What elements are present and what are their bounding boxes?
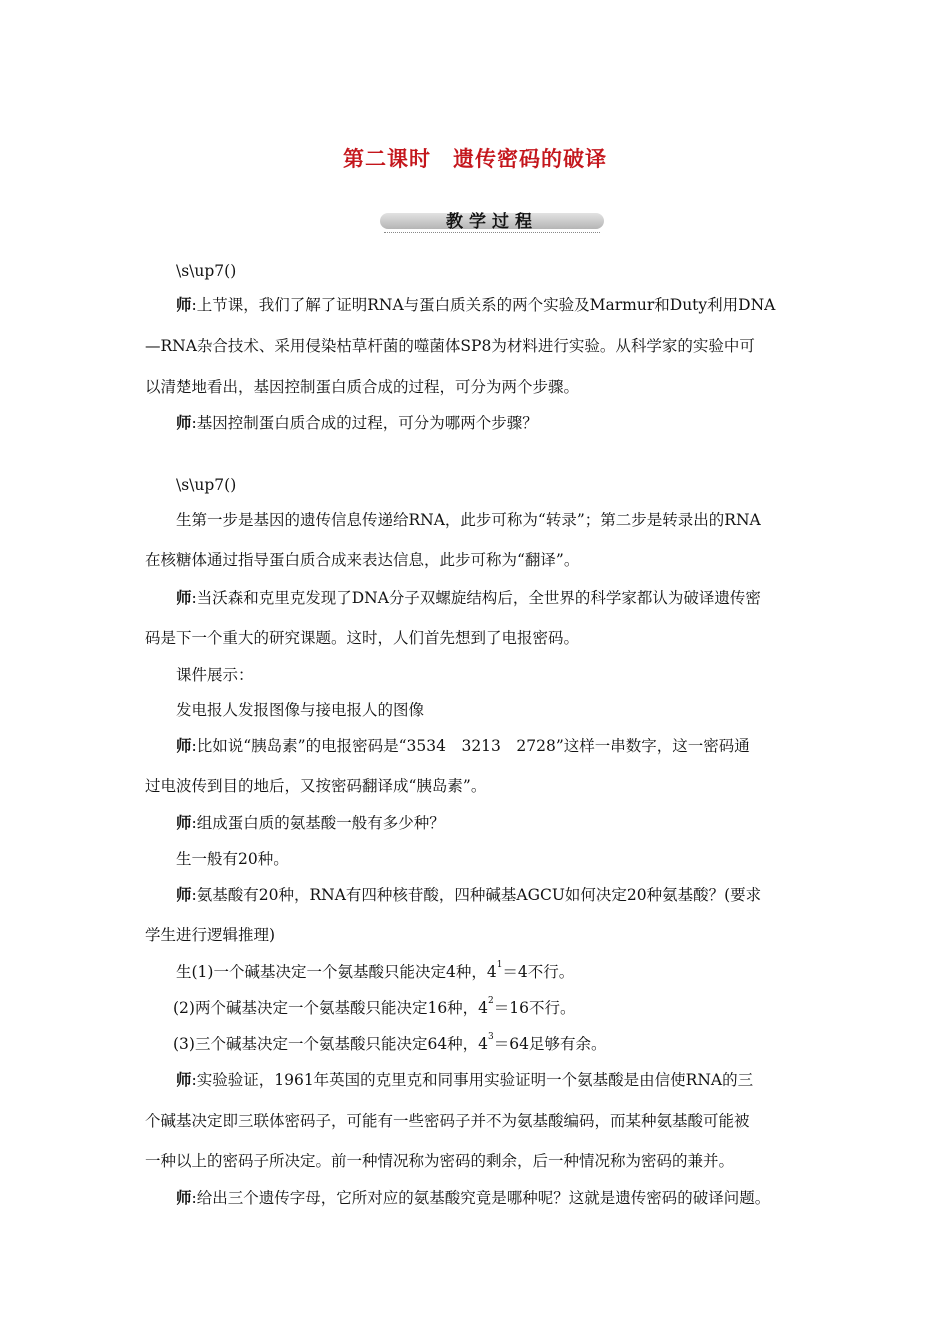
paragraph-line: 学生进行逻辑推理): [145, 926, 276, 944]
page-title: 第二课时 遗传密码的破译: [343, 147, 607, 171]
speaker-label: 师: [176, 1071, 192, 1089]
paragraph-text: :组成蛋白质的氨基酸一般有多少种？: [191, 814, 445, 832]
paragraph-line: 过电波传到目的地后，又按密码翻译成“胰岛素”。: [145, 777, 487, 795]
paragraph-line: 一种以上的密码子所决定。前一种情况称为密码的剩余，后一种情况称为密码的兼并。: [145, 1152, 735, 1170]
paragraph-text: ＝4不行。: [502, 963, 575, 981]
paragraph-line: 以清楚地看出，基因控制蛋白质合成的过程，可分为两个步骤。: [145, 378, 580, 396]
paragraph-line: [176, 735, 856, 757]
paragraph-line: 发电报人发报图像与接电报人的图像: [176, 701, 425, 719]
paragraph-text: :比如说“胰岛素”的电报密码是“3534 3213 2728”这样一串数字，这一密码通: [191, 737, 750, 755]
paragraph-line: [176, 961, 856, 983]
speaker-label: 师: [176, 296, 192, 314]
paragraph-text: ＝64足够有余。: [493, 1035, 607, 1053]
speaker-label: 师: [176, 414, 192, 432]
paragraph-line: —RNA杂合技术、采用侵染枯草杆菌的噬菌体SP8为材料进行实验。从科学家的实验中可: [145, 337, 755, 355]
paragraph-line: [173, 1033, 853, 1055]
superscript: 3: [488, 1032, 494, 1042]
section-heading: 教学过程: [446, 212, 538, 232]
paragraph-text: :上节课，我们了解了证明RNA与蛋白质关系的两个实验及Marmur和Duty利用DNA: [191, 296, 776, 314]
paragraph-line: [176, 294, 856, 316]
superscript: 2: [488, 996, 494, 1006]
paragraph-line: 个碱基决定即三联体密码子，可能有一些密码子并不为氨基酸编码，而某种氨基酸可能被: [145, 1112, 750, 1130]
paragraph-line: [176, 884, 856, 906]
paragraph-line: [176, 1187, 856, 1209]
speaker-label: 师: [176, 589, 192, 607]
paragraph-text: (2)两个碱基决定一个氨基酸只能决定16种，4: [173, 999, 489, 1017]
paragraph-line: 课件展示：: [176, 666, 254, 684]
paragraph-text: :当沃森和克里克发现了DNA分子双螺旋结构后，全世界的科学家都认为破译遗传密: [191, 589, 761, 607]
superscript: 1: [496, 960, 503, 970]
paragraph-text: 生(1)一个碱基决定一个氨基酸只能决定4种，4: [176, 963, 497, 981]
paragraph-line: 生第一步是基因的遗传信息传递给RNA，此步可称为“转录”；第二步是转录出的RNA: [176, 511, 761, 529]
paragraph-line: 生一般有20种。: [176, 850, 289, 868]
paragraph-line: [176, 412, 856, 434]
paragraph-text: :基因控制蛋白质合成的过程，可分为哪两个步骤？: [191, 414, 538, 432]
paragraph-line: [176, 587, 856, 609]
paragraph-text: :给出三个遗传字母，它所对应的氨基酸究竟是哪种呢？这就是遗传密码的破译问题。: [191, 1189, 771, 1207]
speaker-label: 师: [176, 737, 192, 755]
paragraph-text: :氨基酸有20种，RNA有四种核苷酸，四种碱基AGCU如何决定20种氨基酸？(要求: [191, 886, 762, 904]
paragraph-text: (3)三个碱基决定一个氨基酸只能决定64种，4: [173, 1035, 489, 1053]
paragraph-line: \s\up7(): [176, 476, 237, 494]
speaker-label: 师: [176, 1189, 192, 1207]
paragraph-line: 码是下一个重大的研究课题。这时，人们首先想到了电报密码。: [145, 629, 580, 647]
paragraph-line: [176, 1069, 856, 1091]
speaker-label: 师: [176, 814, 192, 832]
paragraph-line: [173, 997, 853, 1019]
speaker-label: 师: [176, 886, 192, 904]
section-banner: [380, 204, 604, 234]
banner-underline: [384, 232, 600, 233]
paragraph-line: [176, 812, 856, 834]
paragraph-text: :实验验证，1961年英国的克里克和同事用实验证明一个氨基酸是由信使RNA的三: [191, 1071, 754, 1089]
paragraph-line: \s\up7(): [176, 262, 237, 280]
paragraph-line: 在核糖体通过指导蛋白质合成来表达信息，此步可称为“翻译”。: [145, 551, 580, 569]
paragraph-text: ＝16不行。: [493, 999, 576, 1017]
